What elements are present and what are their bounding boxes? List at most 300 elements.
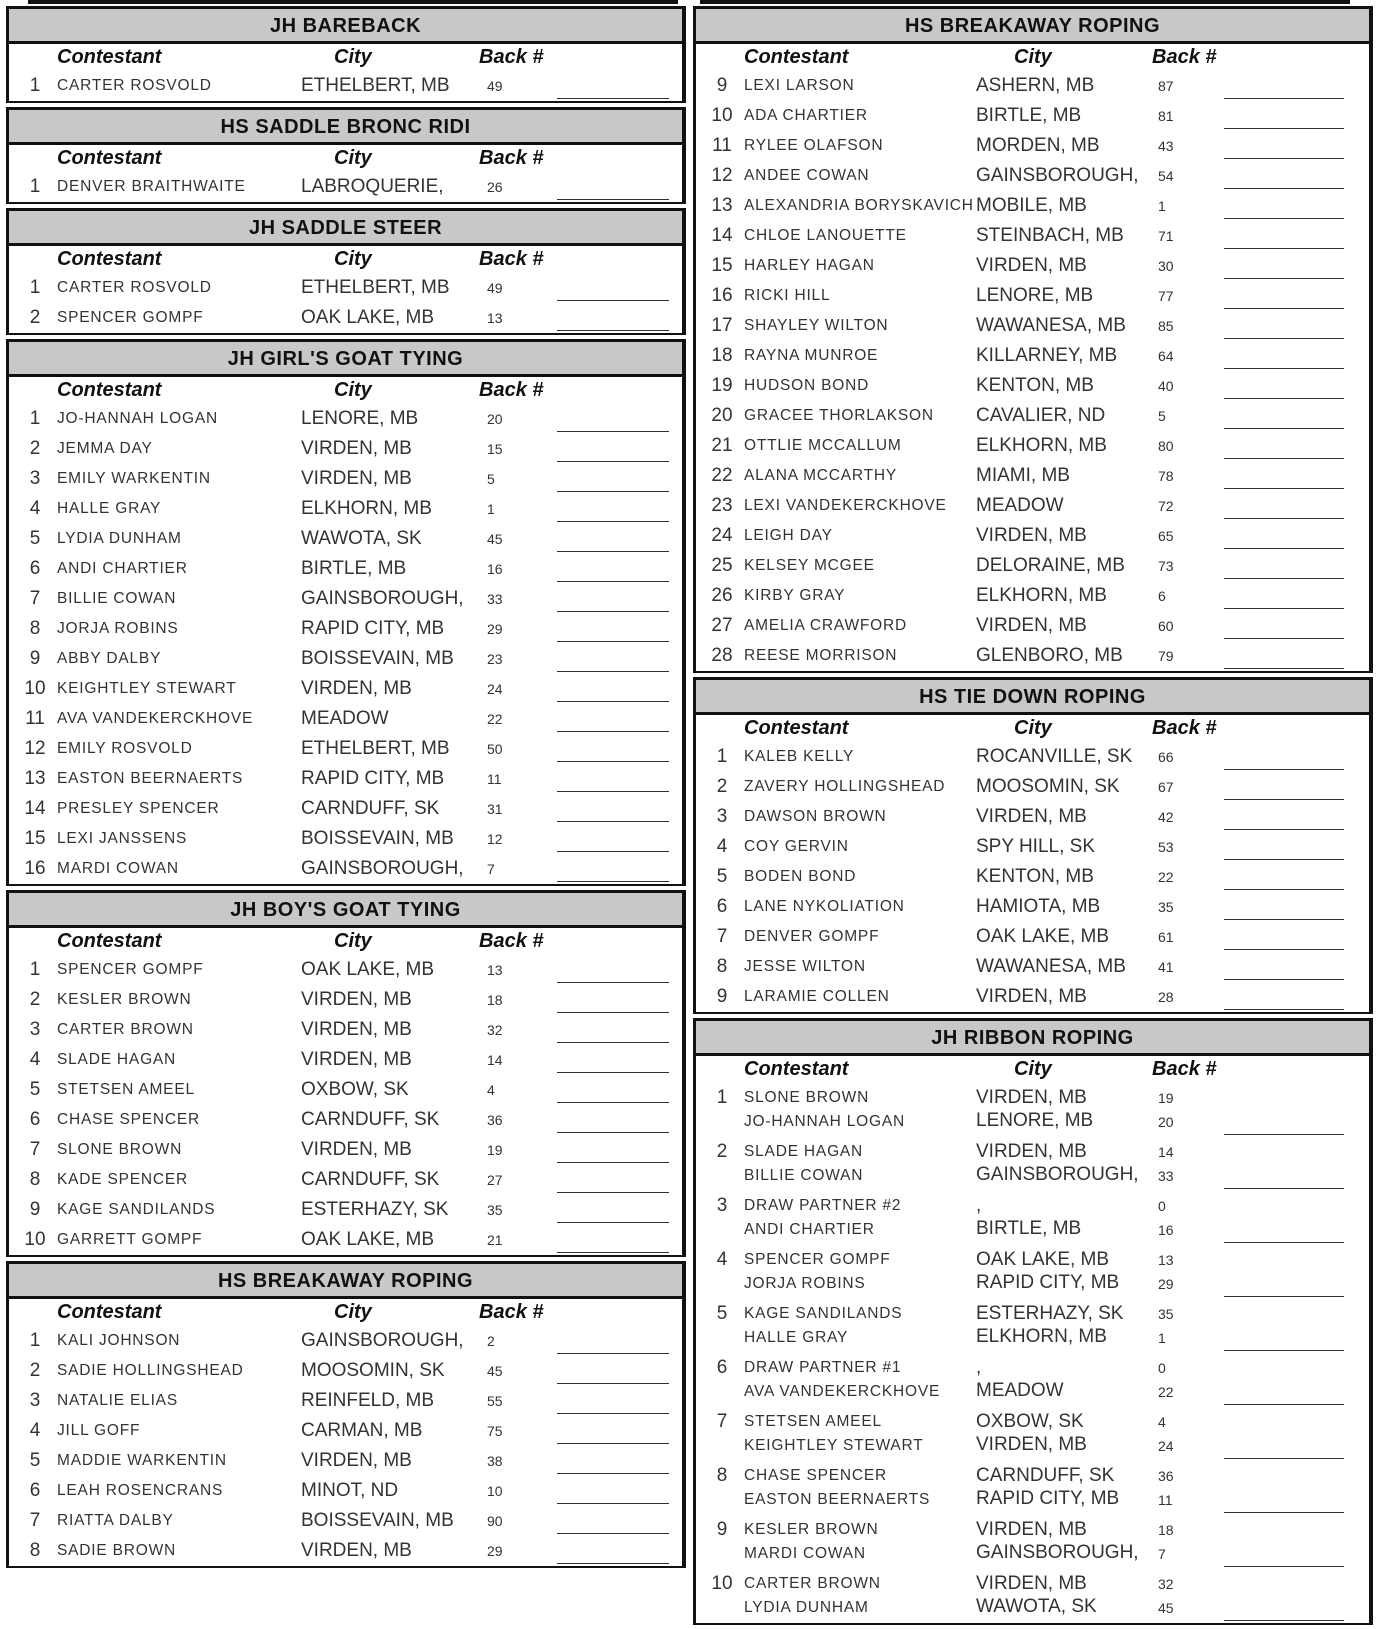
score-line	[557, 1192, 669, 1193]
position-number: 16	[711, 285, 733, 306]
header-back-number: Back #	[479, 147, 544, 169]
table-row	[9, 172, 682, 202]
partner-back-number: 24	[1158, 1438, 1174, 1454]
back-number: 12	[487, 831, 503, 847]
contestant-name: ZAVERY HOLLINGSHEAD	[744, 778, 946, 795]
contestant-city: VIRDEN, MB	[301, 1540, 412, 1561]
team-row	[696, 1407, 1369, 1461]
score-line	[1224, 488, 1344, 489]
event-title: JH BOY'S GOAT TYING	[9, 890, 682, 928]
position-number: 14	[711, 225, 733, 246]
team-row	[696, 1191, 1369, 1245]
score-line	[557, 761, 669, 762]
event-title: JH RIBBON ROPING	[696, 1018, 1369, 1056]
contestant-city: ESTERHAZY, SK	[976, 1303, 1124, 1324]
contestant-city: LENORE, MB	[976, 285, 1094, 306]
header-back-number: Back #	[479, 930, 544, 952]
team-row	[696, 1353, 1369, 1407]
back-number: 7	[487, 861, 495, 877]
back-number: 36	[487, 1112, 503, 1128]
header-back-number: Back #	[479, 1301, 544, 1323]
score-line	[557, 791, 669, 792]
partner-name: EASTON BEERNAERTS	[744, 1491, 931, 1508]
score-line	[1224, 548, 1344, 549]
contestant-name: HALLE GRAY	[57, 500, 162, 517]
contestant-city: ,	[976, 1357, 982, 1378]
score-line	[557, 1222, 669, 1223]
contestant-name: RYLEE OLAFSON	[744, 137, 884, 154]
partner-back-number: 22	[1158, 1384, 1174, 1400]
column-headers	[9, 1299, 682, 1326]
back-number: 49	[487, 78, 503, 94]
team-row	[696, 1245, 1369, 1299]
contestant-city: CARNDUFF, SK	[976, 1465, 1115, 1486]
position-number: 2	[29, 438, 41, 459]
back-number: 31	[487, 801, 503, 817]
table-row	[9, 1386, 682, 1416]
score-line	[1224, 769, 1344, 770]
score-line	[1224, 218, 1344, 219]
table-row	[9, 824, 682, 854]
back-number: 2	[487, 1333, 495, 1349]
header-back-number: Back #	[1152, 1058, 1217, 1080]
table-row	[9, 1195, 682, 1225]
column-headers	[9, 44, 682, 71]
partner-city: VIRDEN, MB	[976, 1434, 1087, 1455]
contestant-city: BIRTLE, MB	[301, 558, 407, 579]
header-back-number: Back #	[1152, 717, 1217, 739]
contestant-name: DENVER GOMPF	[744, 928, 880, 945]
position-number: 20	[711, 405, 733, 426]
table-row	[9, 524, 682, 554]
back-number: 22	[1158, 869, 1174, 885]
contestant-city: VIRDEN, MB	[976, 525, 1087, 546]
contestant-name: ALANA MCCARTHY	[744, 467, 898, 484]
contestant-city: LABROQUERIE,	[301, 176, 444, 197]
back-number: 20	[487, 411, 503, 427]
score-line	[1224, 248, 1344, 249]
column-headers	[696, 44, 1369, 71]
position-number: 5	[29, 1079, 41, 1100]
column-headers	[696, 1056, 1369, 1083]
contestant-city: OAK LAKE, MB	[301, 959, 435, 980]
score-line	[557, 1102, 669, 1103]
top-rule-right	[700, 0, 1350, 4]
table-row	[9, 794, 682, 824]
back-number: 19	[487, 1142, 503, 1158]
partner-city: WAWOTA, SK	[976, 1596, 1097, 1617]
position-number: 2	[29, 307, 41, 328]
contestant-name: KESLER BROWN	[744, 1521, 879, 1538]
left-column	[6, 6, 686, 1572]
score-line	[1224, 1188, 1344, 1189]
contestant-name: EMILY ROSVOLD	[57, 740, 193, 757]
event-title: JH GIRL'S GOAT TYING	[9, 339, 682, 377]
position-number: 1	[29, 277, 41, 298]
back-number: 41	[1158, 959, 1174, 975]
position-number: 10	[24, 1229, 46, 1250]
back-number: 21	[487, 1232, 503, 1248]
contestant-city: REINFELD, MB	[301, 1390, 435, 1411]
table-row	[696, 251, 1369, 281]
table-row	[9, 955, 682, 985]
table-row	[696, 341, 1369, 371]
contestant-city: HAMIOTA, MB	[976, 896, 1101, 917]
position-number: 5	[29, 1450, 41, 1471]
contestant-city: ELKHORN, MB	[976, 585, 1107, 606]
contestant-city: WAWOTA, SK	[301, 528, 422, 549]
contestant-name: KALI JOHNSON	[57, 1332, 181, 1349]
back-number: 16	[487, 561, 503, 577]
score-line	[1224, 428, 1344, 429]
position-number: 6	[716, 1357, 728, 1378]
header-city: City	[334, 248, 372, 270]
score-line	[1224, 1404, 1344, 1405]
score-line	[557, 1443, 669, 1444]
score-line	[1224, 1458, 1344, 1459]
score-line	[1224, 919, 1344, 920]
contestant-city: OAK LAKE, MB	[976, 1249, 1110, 1270]
partner-back-number: 11	[1158, 1492, 1173, 1508]
partner-name: BILLIE COWAN	[744, 1167, 864, 1184]
contestant-city: ,	[976, 1195, 982, 1216]
column-headers	[9, 928, 682, 955]
column-headers	[9, 145, 682, 172]
back-number: 4	[1158, 1414, 1166, 1430]
event-section	[6, 1261, 686, 1568]
contestant-name: SHAYLEY WILTON	[744, 317, 889, 334]
score-line	[1224, 1620, 1344, 1621]
column-headers	[9, 246, 682, 273]
partner-back-number: 33	[1158, 1168, 1174, 1184]
team-row	[696, 1515, 1369, 1569]
event-section	[6, 107, 686, 204]
table-row	[9, 1075, 682, 1105]
score-line	[557, 330, 669, 331]
back-number: 23	[487, 651, 503, 667]
contestant-city: CARNDUFF, SK	[301, 1169, 440, 1190]
contestant-name: JILL GOFF	[57, 1422, 141, 1439]
contestant-name: SLONE BROWN	[57, 1141, 183, 1158]
score-line	[557, 581, 669, 582]
back-number: 0	[1158, 1198, 1166, 1214]
contestant-city: KENTON, MB	[976, 866, 1094, 887]
table-row	[9, 854, 682, 884]
table-row	[696, 461, 1369, 491]
contestant-city: VIRDEN, MB	[301, 438, 412, 459]
contestant-city: OAK LAKE, MB	[976, 926, 1110, 947]
header-contestant: Contestant	[744, 1058, 849, 1080]
table-row	[696, 401, 1369, 431]
contestant-name: EASTON BEERNAERTS	[57, 770, 244, 787]
score-line	[557, 1563, 669, 1564]
contestant-city: STEINBACH, MB	[976, 225, 1124, 246]
contestant-city: MOOSOMIN, SK	[976, 776, 1120, 797]
header-contestant: Contestant	[744, 46, 849, 68]
table-row	[696, 551, 1369, 581]
event-section	[6, 339, 686, 886]
score-line	[1224, 578, 1344, 579]
contestant-name: GRACEE THORLAKSON	[744, 407, 934, 424]
contestant-name: OTTLIE MCCALLUM	[744, 437, 902, 454]
score-line	[557, 300, 669, 301]
table-row	[9, 734, 682, 764]
contestant-city: OXBOW, SK	[301, 1079, 409, 1100]
table-row	[9, 674, 682, 704]
contestant-city: KILLARNEY, MB	[976, 345, 1118, 366]
team-row	[696, 1083, 1369, 1137]
position-number: 8	[29, 1169, 41, 1190]
score-line	[557, 98, 669, 99]
table-row	[696, 832, 1369, 862]
score-line	[557, 461, 669, 462]
contestant-name: HUDSON BOND	[744, 377, 870, 394]
right-column	[693, 6, 1373, 1629]
contestant-name: LARAMIE COLLEN	[744, 988, 890, 1005]
contestant-city: CARNDUFF, SK	[301, 798, 440, 819]
back-number: 64	[1158, 348, 1174, 364]
score-line	[1224, 308, 1344, 309]
table-row	[696, 311, 1369, 341]
table-row	[9, 614, 682, 644]
position-number: 27	[711, 615, 733, 636]
back-number: 53	[1158, 839, 1174, 855]
table-row	[9, 434, 682, 464]
contestant-name: STETSEN AMEEL	[57, 1081, 195, 1098]
position-number: 25	[711, 555, 733, 576]
contestant-city: VIRDEN, MB	[301, 678, 412, 699]
position-number: 14	[24, 798, 46, 819]
score-line	[557, 851, 669, 852]
position-number: 18	[711, 345, 733, 366]
score-line	[1224, 458, 1344, 459]
contestant-city: OAK LAKE, MB	[301, 1229, 435, 1250]
back-number: 15	[487, 441, 503, 457]
score-line	[1224, 979, 1344, 980]
team-row	[696, 1137, 1369, 1191]
partner-name: ANDI CHARTIER	[744, 1221, 875, 1238]
position-number: 9	[29, 648, 41, 669]
partner-name: HALLE GRAY	[744, 1329, 849, 1346]
header-back-number: Back #	[479, 248, 544, 270]
position-number: 1	[29, 75, 41, 96]
contestant-name: JEMMA DAY	[57, 440, 153, 457]
partner-back-number: 29	[1158, 1276, 1174, 1292]
contestant-name: LANE NYKOLIATION	[744, 898, 905, 915]
contestant-city: MEADOW	[301, 708, 389, 729]
back-number: 38	[487, 1453, 503, 1469]
back-number: 90	[487, 1513, 503, 1529]
back-number: 10	[487, 1483, 503, 1499]
contestant-city: VIRDEN, MB	[976, 1573, 1087, 1594]
contestant-name: KIRBY GRAY	[744, 587, 846, 604]
contestant-name: NATALIE ELIAS	[57, 1392, 178, 1409]
score-line	[1224, 668, 1344, 669]
position-number: 1	[29, 176, 41, 197]
score-line	[1224, 518, 1344, 519]
contestant-name: CHASE SPENCER	[57, 1111, 201, 1128]
contestant-name: SPENCER GOMPF	[57, 309, 204, 326]
contestant-name: KELSEY MCGEE	[744, 557, 875, 574]
back-number: 13	[487, 310, 503, 326]
table-row	[9, 1446, 682, 1476]
back-number: 18	[487, 992, 503, 1008]
contestant-name: RICKI HILL	[744, 287, 831, 304]
position-number: 11	[25, 708, 45, 729]
contestant-name: CARTER ROSVOLD	[57, 279, 212, 296]
score-line	[557, 982, 669, 983]
contestant-name: AMELIA CRAWFORD	[744, 617, 907, 634]
score-line	[557, 701, 669, 702]
position-number: 1	[29, 959, 41, 980]
score-line	[1224, 368, 1344, 369]
partner-city: RAPID CITY, MB	[976, 1272, 1120, 1293]
contestant-city: OAK LAKE, MB	[301, 307, 435, 328]
position-number: 3	[716, 1195, 728, 1216]
table-row	[696, 581, 1369, 611]
table-row	[696, 161, 1369, 191]
score-line	[557, 1072, 669, 1073]
position-number: 2	[716, 1141, 728, 1162]
back-number: 5	[487, 471, 495, 487]
back-number: 45	[487, 531, 503, 547]
header-contestant: Contestant	[57, 379, 162, 401]
contestant-city: RAPID CITY, MB	[301, 618, 445, 639]
back-number: 32	[1158, 1576, 1174, 1592]
back-number: 1	[487, 501, 495, 517]
table-row	[696, 742, 1369, 772]
position-number: 16	[24, 858, 46, 879]
event-title: JH BAREBACK	[9, 6, 682, 44]
back-number: 73	[1158, 558, 1174, 574]
score-line	[1224, 889, 1344, 890]
partner-name: JORJA ROBINS	[744, 1275, 866, 1292]
back-number: 54	[1158, 168, 1174, 184]
position-number: 15	[711, 255, 733, 276]
table-row	[9, 303, 682, 333]
table-row	[696, 952, 1369, 982]
contestant-city: RAPID CITY, MB	[301, 768, 445, 789]
score-line	[1224, 638, 1344, 639]
position-number: 19	[711, 375, 733, 396]
contestant-name: DRAW PARTNER #2	[744, 1197, 902, 1214]
table-row	[9, 1326, 682, 1356]
position-number: 4	[716, 1249, 728, 1270]
score-line	[557, 1012, 669, 1013]
score-line	[557, 881, 669, 882]
score-line	[1224, 1296, 1344, 1297]
partner-name: AVA VANDEKERCKHOVE	[744, 1383, 941, 1400]
position-number: 7	[716, 926, 728, 947]
score-line	[557, 551, 669, 552]
partner-city: LENORE, MB	[976, 1110, 1094, 1131]
score-line	[557, 1162, 669, 1163]
position-number: 12	[24, 738, 46, 759]
partner-city: GAINSBOROUGH,	[976, 1542, 1139, 1563]
score-line	[557, 1503, 669, 1504]
header-city: City	[1014, 717, 1052, 739]
team-row	[696, 1569, 1369, 1623]
contestant-city: ETHELBERT, MB	[301, 75, 450, 96]
contestant-name: CARTER BROWN	[744, 1575, 881, 1592]
score-line	[557, 431, 669, 432]
table-row	[9, 1135, 682, 1165]
position-number: 9	[716, 986, 728, 1007]
contestant-name: SLADE HAGAN	[744, 1143, 864, 1160]
table-row	[696, 802, 1369, 832]
contestant-city: GAINSBOROUGH,	[301, 588, 464, 609]
table-row	[696, 982, 1369, 1012]
contestant-name: REESE MORRISON	[744, 647, 898, 664]
table-row	[9, 71, 682, 101]
contestant-name: SADIE HOLLINGSHEAD	[57, 1362, 244, 1379]
position-number: 6	[29, 558, 41, 579]
contestant-city: VIRDEN, MB	[301, 1450, 412, 1471]
contestant-city: WAWANESA, MB	[976, 315, 1126, 336]
back-number: 67	[1158, 779, 1174, 795]
position-number: 3	[29, 1390, 41, 1411]
score-line	[557, 1413, 669, 1414]
contestant-city: BOISSEVAIN, MB	[301, 648, 454, 669]
contestant-city: ROCANVILLE, SK	[976, 746, 1133, 767]
table-row	[9, 1015, 682, 1045]
event-section	[6, 208, 686, 335]
contestant-name: KADE SPENCER	[57, 1171, 189, 1188]
table-row	[9, 1105, 682, 1135]
table-row	[9, 1356, 682, 1386]
contestant-city: ETHELBERT, MB	[301, 277, 450, 298]
partner-back-number: 20	[1158, 1114, 1174, 1130]
back-number: 79	[1158, 648, 1174, 664]
partner-back-number: 7	[1158, 1546, 1166, 1562]
back-number: 5	[1158, 408, 1166, 424]
header-contestant: Contestant	[744, 717, 849, 739]
contestant-name: KALEB KELLY	[744, 748, 855, 765]
event-title: HS SADDLE BRONC RIDI	[9, 107, 682, 145]
contestant-name: MADDIE WARKENTIN	[57, 1452, 227, 1469]
contestant-city: BIRTLE, MB	[976, 105, 1082, 126]
contestant-name: ANDI CHARTIER	[57, 560, 188, 577]
score-line	[1224, 338, 1344, 339]
table-row	[696, 431, 1369, 461]
back-number: 22	[487, 711, 503, 727]
score-line	[557, 641, 669, 642]
contestant-city: LENORE, MB	[301, 408, 419, 429]
contestant-city: GAINSBOROUGH,	[976, 165, 1139, 186]
table-row	[9, 554, 682, 584]
score-line	[1224, 1512, 1344, 1513]
partner-name: MARDI COWAN	[744, 1545, 866, 1562]
table-row	[9, 1045, 682, 1075]
event-section	[693, 6, 1373, 673]
position-number: 22	[711, 465, 733, 486]
position-number: 7	[29, 588, 41, 609]
table-row	[696, 862, 1369, 892]
score-line	[1224, 829, 1344, 830]
event-section	[6, 890, 686, 1257]
back-number: 42	[1158, 809, 1174, 825]
back-number: 13	[487, 962, 503, 978]
back-number: 32	[487, 1022, 503, 1038]
header-city: City	[334, 930, 372, 952]
contestant-name: ALEXANDRIA BORYSKAVICH	[744, 197, 974, 214]
contestant-name: BILLIE COWAN	[57, 590, 177, 607]
event-section	[693, 677, 1373, 1014]
header-city: City	[334, 147, 372, 169]
back-number: 33	[487, 591, 503, 607]
contestant-name: CHASE SPENCER	[744, 1467, 888, 1484]
contestant-name: LEIGH DAY	[744, 527, 833, 544]
